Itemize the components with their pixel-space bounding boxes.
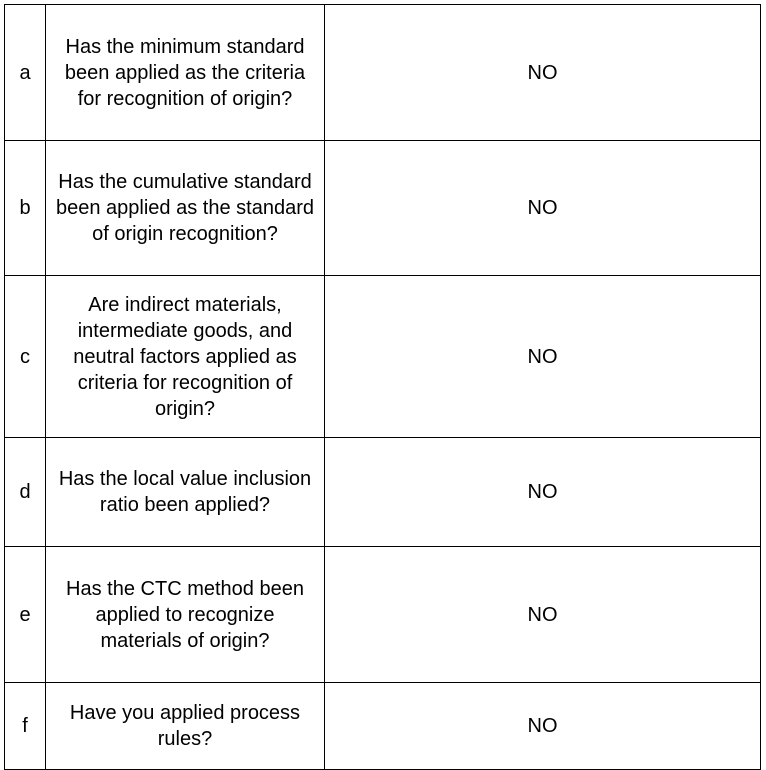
row-answer: NO: [325, 438, 761, 547]
row-question: [46, 141, 325, 276]
table-row-f: [5, 683, 761, 770]
row-question: [46, 276, 325, 438]
table-row-d: [5, 438, 761, 547]
question-text: Has the minimum standard been applied as the criteria for recognition of origin?: [64, 35, 306, 110]
question-text: Has the local value inclusion ratio been applied?: [58, 468, 312, 516]
origin-criteria-table: [4, 4, 761, 770]
question-text: Are indirect materials, intermediate goods, and neutral factors applied as criteria for recognition of origin?: [73, 293, 297, 420]
row-question: [46, 5, 325, 141]
question-text: Has the cumulative standard been applied as the standard of origin recognition?: [56, 171, 314, 245]
row-question: [46, 547, 325, 683]
row-letter: d: [5, 438, 46, 547]
row-question: [46, 683, 325, 770]
row-answer: NO: [325, 5, 761, 141]
row-letter: e: [5, 547, 46, 683]
table-row-e: [5, 547, 761, 683]
table-row-c: [5, 276, 761, 438]
row-letter: b: [5, 141, 46, 276]
table-row-a: [5, 5, 761, 141]
row-answer: NO: [325, 683, 761, 770]
table-row-b: [5, 141, 761, 276]
row-letter: f: [5, 683, 46, 770]
row-question: [46, 438, 325, 547]
row-answer: NO: [325, 547, 761, 683]
table-body: [5, 5, 761, 770]
question-text: Has the CTC method been applied to recognize materials of origin?: [66, 577, 304, 652]
row-answer: NO: [325, 141, 761, 276]
row-letter: a: [5, 5, 46, 141]
question-text: Have you applied process rules?: [69, 702, 301, 750]
row-answer: NO: [325, 276, 761, 438]
row-letter: c: [5, 276, 46, 438]
